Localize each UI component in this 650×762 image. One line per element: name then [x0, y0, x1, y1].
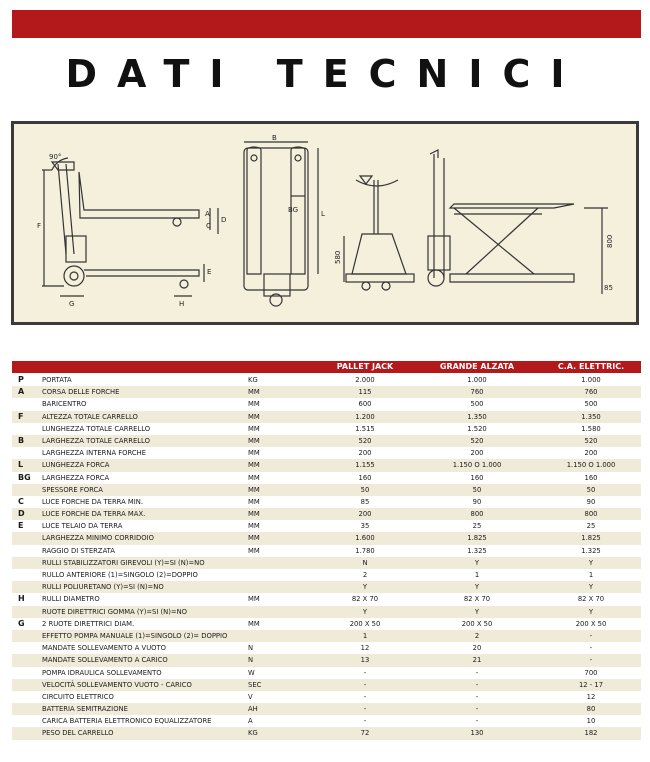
value-ca-elettric: 90: [586, 497, 596, 506]
column-header-pallet-jack: PALLET JACK: [336, 362, 394, 371]
value-pallet-jack: 200: [358, 510, 372, 519]
value-grande-alzata: 90: [472, 497, 482, 506]
value-ca-elettric: 10: [586, 717, 596, 726]
value-ca-elettric: 182: [584, 729, 598, 738]
table-row: [12, 545, 641, 557]
value-pallet-jack: 600: [358, 400, 372, 409]
value-ca-elettric: 160: [584, 473, 598, 482]
label-BG: BG: [288, 206, 299, 214]
table-row: [12, 520, 641, 532]
value-pallet-jack: -: [363, 717, 367, 726]
table-row: [12, 557, 641, 569]
value-ca-elettric: 800: [584, 510, 598, 519]
row-label: ALTEZZA TOTALE CARRELLO: [42, 412, 138, 421]
label-B: B: [272, 134, 277, 142]
label-G: G: [69, 300, 75, 308]
table-row: [12, 667, 641, 679]
value-grande-alzata: 1.325: [467, 546, 487, 555]
row-label: BARICENTRO: [42, 400, 87, 409]
value-ca-elettric: 12: [586, 692, 596, 701]
value-ca-elettric: 760: [584, 388, 598, 397]
row-unit: MM: [248, 619, 260, 628]
value-pallet-jack: 1: [362, 631, 368, 640]
value-grande-alzata: -: [475, 668, 479, 677]
front-wheel-l: [362, 282, 370, 290]
value-ca-elettric: 1.150 O 1.000: [566, 461, 616, 470]
front-base: [346, 274, 414, 282]
value-pallet-jack: 115: [358, 388, 372, 397]
row-unit: N: [248, 656, 254, 665]
value-pallet-jack: 2.000: [355, 376, 375, 384]
row-unit: MM: [248, 522, 260, 531]
value-pallet-jack: 1.155: [355, 461, 375, 470]
value-ca-elettric: 1.580: [581, 424, 601, 433]
value-ca-elettric: Y: [588, 607, 594, 616]
row-label: RAGGIO DI STERZATA: [42, 546, 115, 555]
steer-wheel: [64, 266, 84, 286]
label-L: L: [321, 210, 325, 218]
table-row: [12, 569, 641, 581]
value-pallet-jack: Y: [362, 607, 368, 616]
value-ca-elettric: 520: [584, 436, 598, 445]
row-label: PESO DEL CARRELLO: [42, 729, 114, 738]
value-grande-alzata: 82 X 70: [463, 595, 491, 604]
row-label: LUCE FORCHE DA TERRA MAX.: [42, 510, 146, 519]
row-label: LARGHEZZA MINIMO CORRIDOIO: [42, 534, 154, 543]
table-row: [12, 703, 641, 715]
value-grande-alzata: 20: [472, 644, 482, 653]
value-pallet-jack: -: [363, 668, 367, 677]
value-grande-alzata: 1.350: [467, 412, 487, 421]
steer-wheel-hub: [70, 272, 78, 280]
value-grande-alzata: -: [475, 717, 479, 726]
value-ca-elettric: 1.000: [581, 376, 601, 384]
label-F: F: [37, 222, 42, 230]
value-ca-elettric: 80: [586, 705, 596, 714]
front-body: [352, 234, 406, 274]
row-unit: MM: [248, 473, 260, 482]
table-row: [12, 691, 641, 703]
value-ca-elettric: 82 X 70: [577, 595, 605, 604]
handle-grip: [52, 162, 74, 170]
pump-body: [66, 236, 86, 262]
handle-shaft: [58, 164, 66, 254]
row-label: 2 RUOTE DIRETTRICI DIAM.: [42, 619, 135, 628]
side-view-drawing: [42, 158, 218, 296]
row-unit: MM: [248, 388, 260, 397]
row-label: LARGHEZZA FORCA: [42, 473, 110, 482]
value-ca-elettric: 200 X 50: [575, 619, 607, 628]
value-grande-alzata: 1.520: [467, 424, 487, 433]
row-label: VELOCITÀ SOLLEVAMENTO VUOTO - CARICO: [42, 680, 192, 689]
value-ca-elettric: 200: [584, 449, 598, 458]
row-unit: MM: [248, 534, 260, 543]
row-label: PORTATA: [42, 376, 72, 384]
row-label: POMPA IDRAULICA SOLLEVAMENTO: [42, 668, 162, 677]
pump-top: [264, 274, 290, 296]
row-code: E: [18, 521, 24, 531]
value-ca-elettric: -: [589, 631, 593, 640]
value-grande-alzata: 1.150 O 1.000: [452, 461, 502, 470]
label-A: A: [205, 210, 210, 218]
row-label: LARGHEZZA TOTALE CARRELLO: [42, 436, 150, 445]
lift-base: [450, 274, 574, 282]
value-grande-alzata: 1.000: [467, 376, 487, 384]
table-row: [12, 581, 641, 593]
row-unit: N: [248, 644, 254, 653]
row-code: D: [18, 509, 25, 519]
table-header: [12, 361, 641, 373]
value-pallet-jack: -: [363, 705, 367, 714]
table-row: [12, 727, 641, 739]
table-row: [12, 386, 641, 398]
table-row: [12, 398, 641, 410]
value-pallet-jack: 1.200: [355, 412, 375, 421]
row-unit: A: [248, 717, 253, 726]
front-roller: [180, 280, 188, 288]
value-ca-elettric: Y: [588, 583, 594, 592]
value-pallet-jack: 520: [358, 436, 372, 445]
technical-drawing-svg: [14, 124, 636, 322]
value-ca-elettric: 50: [586, 485, 596, 494]
value-grande-alzata: 500: [470, 400, 484, 409]
row-unit: MM: [248, 449, 260, 458]
raised-fork: [450, 204, 574, 208]
table-row: [12, 435, 641, 447]
row-unit: MM: [248, 461, 260, 470]
value-pallet-jack: 200 X 50: [349, 619, 381, 628]
handle-shaft-2: [66, 164, 74, 254]
value-ca-elettric: -: [589, 656, 593, 665]
value-pallet-jack: -: [363, 692, 367, 701]
value-grande-alzata: 1: [474, 571, 480, 579]
high-lift-drawing: [428, 150, 608, 294]
value-grande-alzata: 1.825: [467, 534, 487, 543]
value-grande-alzata: 200 X 50: [461, 619, 493, 628]
value-pallet-jack: 82 X 70: [351, 595, 379, 604]
value-ca-elettric: 12 - 17: [578, 680, 604, 689]
value-grande-alzata: Y: [474, 607, 480, 616]
value-pallet-jack: 160: [358, 473, 372, 482]
row-label: MANDATE SOLLEVAMENTO A VUOTO: [42, 644, 167, 653]
table-row: [12, 654, 641, 666]
technical-drawing: [11, 121, 639, 325]
row-label: LUNGHEZZA FORCA: [42, 461, 110, 470]
lower-fork: [84, 270, 199, 276]
row-unit: MM: [248, 595, 260, 604]
label-85: 85: [604, 284, 613, 292]
row-unit: MM: [248, 510, 260, 519]
value-ca-elettric: 25: [586, 522, 596, 531]
front-view-drawing: [344, 176, 414, 290]
value-pallet-jack: Y: [362, 583, 368, 592]
row-label: RULLI POLIURETANO (Y)=SI (N)=NO: [42, 583, 164, 592]
row-label: BATTERIA SEMITRAZIONE: [42, 705, 128, 714]
table-row: [12, 532, 641, 544]
row-label: CARICA BATTERIA ELETTRONICO EQUALIZZATORE: [42, 717, 212, 726]
table-row: [12, 593, 641, 605]
label-580: 580: [334, 250, 342, 264]
column-header-grande-alzata: GRANDE ALZATA: [439, 362, 515, 371]
row-unit: SEC: [248, 680, 262, 689]
row-unit: MM: [248, 412, 260, 421]
top-view-drawing: [244, 142, 318, 306]
row-label: RULLI DIAMETRO: [42, 595, 100, 604]
value-pallet-jack: 1.600: [355, 534, 375, 543]
value-ca-elettric: 1.350: [581, 412, 601, 421]
row-unit: MM: [248, 485, 260, 494]
value-grande-alzata: 760: [470, 388, 484, 397]
value-grande-alzata: 2: [474, 631, 480, 640]
row-unit: MM: [248, 436, 260, 445]
row-label: RULLI STABILIZZATORI GIREVOLI (Y)=SI (N)=NO: [42, 558, 205, 567]
row-label: CORSA DELLE FORCHE: [42, 388, 120, 397]
row-code: BG: [18, 472, 31, 482]
value-pallet-jack: 1.515: [355, 424, 375, 433]
row-unit: AH: [248, 705, 258, 714]
lift-pump: [428, 236, 450, 270]
row-code: P: [18, 375, 24, 384]
value-ca-elettric: 1.825: [581, 534, 601, 543]
label-800: 800: [606, 234, 614, 248]
fork-roller: [173, 218, 181, 226]
spec-table: [12, 374, 641, 740]
row-unit: MM: [248, 424, 260, 433]
row-code: H: [18, 594, 25, 604]
table-row: [12, 447, 641, 459]
table-row: [12, 423, 641, 435]
value-ca-elettric: Y: [588, 558, 594, 567]
lift-wheel: [428, 270, 444, 286]
table-row: [12, 374, 641, 386]
table-row: [12, 642, 641, 654]
row-label: LUCE TELAIO DA TERRA: [42, 522, 123, 531]
row-unit: W: [248, 668, 255, 677]
value-ca-elettric: -: [589, 644, 593, 653]
table-row: [12, 618, 641, 630]
value-pallet-jack: 2: [362, 571, 368, 579]
table-row: [12, 472, 641, 484]
row-label: CIRCUITO ELETTRICO: [42, 692, 114, 701]
top-accent-bar: [12, 10, 641, 38]
value-ca-elettric: 500: [584, 400, 598, 409]
frame-outline: [244, 148, 308, 290]
value-grande-alzata: 130: [470, 729, 484, 738]
scissor-1: [454, 208, 534, 274]
table-row: [12, 411, 641, 423]
row-code: F: [18, 411, 24, 421]
value-ca-elettric: 700: [584, 668, 598, 677]
value-grande-alzata: 200: [470, 449, 484, 458]
label-E: E: [207, 268, 212, 276]
row-unit: MM: [248, 497, 260, 506]
value-pallet-jack: 1.780: [355, 546, 375, 555]
left-roller: [251, 155, 257, 161]
row-unit: MM: [248, 400, 260, 409]
row-unit: V: [248, 692, 253, 701]
left-fork: [247, 147, 261, 274]
row-label: LARGHEZZA INTERNA FORCHE: [42, 449, 147, 458]
table-row: [12, 715, 641, 727]
upper-fork: [79, 172, 199, 218]
table-row: [12, 679, 641, 691]
value-pallet-jack: 200: [358, 449, 372, 458]
value-grande-alzata: Y: [474, 558, 480, 567]
column-header-ca-elettric: C.A. ELETTRIC.: [557, 362, 625, 371]
value-grande-alzata: Y: [474, 583, 480, 592]
row-label: MANDATE SOLLEVAMENTO A CARICO: [42, 656, 168, 665]
row-label: SPESSORE FORCA: [42, 485, 103, 494]
table-row: [12, 508, 641, 520]
value-grande-alzata: 520: [470, 436, 484, 445]
table-row: [12, 606, 641, 618]
row-unit: KG: [248, 376, 258, 384]
row-label: RUOTE DIRETTRICI GOMMA (Y)=SI (N)=NO: [42, 607, 188, 616]
row-unit: KG: [248, 729, 258, 738]
value-grande-alzata: -: [475, 680, 479, 689]
value-pallet-jack: 35: [360, 522, 370, 531]
value-pallet-jack: N: [362, 558, 368, 567]
table-row: [12, 630, 641, 642]
table-row: [12, 484, 641, 496]
value-pallet-jack: -: [363, 680, 367, 689]
label-C: C: [206, 222, 211, 230]
row-label: EFFETTO POMPA MANUALE (1)=SINGOLO (2)= DOPPIO: [42, 631, 228, 640]
row-code: C: [18, 496, 24, 506]
value-pallet-jack: 12: [360, 644, 370, 653]
value-pallet-jack: 13: [360, 656, 370, 665]
row-label: RULLO ANTERIORE (1)=SINGOLO (2)=DOPPIO: [42, 571, 198, 579]
page-title: DATI TECNICI: [65, 52, 585, 96]
table-row: [12, 459, 641, 471]
value-ca-elettric: 1.325: [581, 546, 601, 555]
label-H: H: [179, 300, 185, 308]
value-grande-alzata: 21: [472, 656, 482, 665]
row-label: LUCE FORCHE DA TERRA MIN.: [42, 497, 144, 506]
value-grande-alzata: -: [475, 705, 479, 714]
value-pallet-jack: 72: [360, 729, 370, 738]
value-pallet-jack: 85: [360, 497, 370, 506]
row-label: LUNGHEZZA TOTALE CARRELLO: [42, 424, 151, 433]
value-ca-elettric: 1: [588, 571, 594, 579]
scissor-2: [466, 208, 538, 274]
value-pallet-jack: 50: [360, 485, 370, 494]
label-angle: 90°: [49, 153, 62, 161]
value-grande-alzata: 25: [472, 522, 482, 531]
right-roller: [295, 155, 301, 161]
value-grande-alzata: 50: [472, 485, 482, 494]
value-grande-alzata: -: [475, 692, 479, 701]
table-row: [12, 496, 641, 508]
row-code: B: [18, 435, 25, 445]
value-grande-alzata: 800: [470, 510, 484, 519]
row-unit: MM: [248, 546, 260, 555]
row-code: G: [18, 618, 25, 628]
row-code: L: [18, 460, 24, 470]
value-grande-alzata: 160: [470, 473, 484, 482]
front-wheel-r: [382, 282, 390, 290]
label-D: D: [221, 216, 227, 224]
row-code: A: [18, 387, 25, 397]
front-handle-grip: [356, 180, 398, 186]
